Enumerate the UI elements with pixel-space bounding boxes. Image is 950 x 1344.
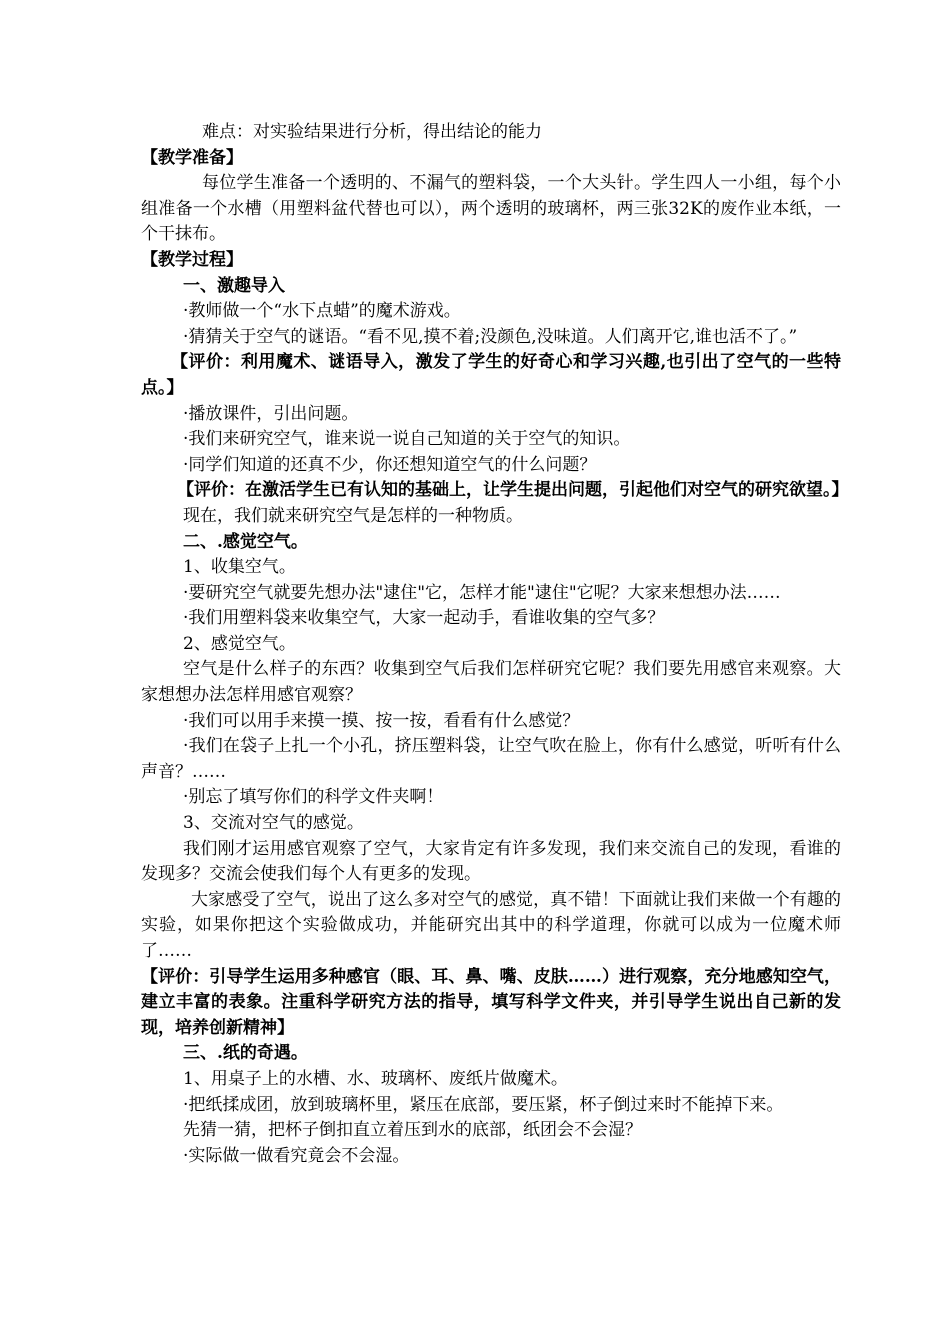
step-collect-air: 1、收集空气。 [183, 557, 296, 578]
bullet-study-air: ·我们来研究空气，谁来说一说自己知道的关于空气的知识。 [183, 429, 631, 450]
heading-teaching-preparation: 【教学准备】 [141, 147, 243, 168]
bullet-science-folder: ·别忘了填写你们的科学文件夹啊！ [183, 787, 444, 808]
bullet-squeeze: ·我们在袋子上扎一个小孔，挤压塑料袋，让空气吹在脸上，你有什么感觉，听听有什么声音？…… [141, 736, 841, 782]
bullet-magic-game: ·教师做一个“水下点蜡”的魔术游戏。 [183, 301, 461, 322]
document-page [141, 120, 849, 1169]
bullet-what-else: ·同学们知道的还真不少，你还想知道空气的什么问题？ [183, 454, 597, 475]
section-1-title: 一、激趣导入 [183, 275, 285, 296]
section-2-title: 二、.感觉空气。 [183, 531, 308, 552]
step-magic: 1、用桌子上的水槽、水、玻璃杯、废纸片做魔术。 [183, 1068, 568, 1089]
paragraph-experiment: 大家感受了空气，说出了这么多对空气的感觉，真不错！下面就让我们来做一个有趣的实验，如果你把这个实验做成功，并能研究出其中的科学道理，你就可以成为一位魔术师了…… [141, 889, 841, 961]
evaluation-2: 【评价：在激活学生已有认知的基础上，让学生提出问题，引起他们对空气的研究欲望。】 [177, 480, 849, 501]
step-feel-air: 2、感觉空气。 [183, 633, 296, 654]
bullet-courseware: ·播放课件，引出问题。 [183, 403, 359, 424]
bullet-touch: ·我们可以用手来摸一摸、按一按，看看有什么感觉？ [183, 710, 580, 731]
difficulty-line: 难点：对实验结果进行分析，得出结论的能力 [202, 122, 542, 142]
bullet-riddle: ·猜猜关于空气的谜语。“看不见,摸不着;没颜色,没味道。人们离开它,谁也活不了。” [183, 326, 798, 347]
bullet-paper-ball: ·把纸揉成团，放到玻璃杯里，紧压在底部，要压紧，杯子倒过来时不能掉下来。 [183, 1094, 784, 1115]
paragraph-observe: 空气是什么样子的东西？收集到空气后我们怎样研究它呢？我们要先用感官来观察。大家想想办法怎样用感官观察？ [141, 659, 841, 706]
step-exchange: 3、交流对空气的感觉。 [183, 813, 364, 834]
guess-line: 先猜一猜，把杯子倒扣直立着压到水的底部，纸团会不会湿？ [183, 1120, 642, 1141]
paragraph-exchange: 我们刚才运用感官观察了空气，大家肯定有许多发现，我们来交流自己的发现，看谁的发现多？交流会使我们每个人有更多的发现。 [141, 838, 841, 885]
evaluation-1: 【评价：利用魔术、谜语导入，激发了学生的好奇心和学习兴趣,也引出了空气的一些特点。】 [141, 352, 841, 398]
transition-line: 现在，我们就来研究空气是怎样的一种物质。 [183, 505, 523, 526]
heading-teaching-process: 【教学过程】 [141, 249, 243, 270]
bullet-try-it: ·实际做一做看究竟会不会湿。 [183, 1145, 410, 1166]
bullet-catch-air: ·要研究空气就要先想办法"逮住"它，怎样才能"逮住"它呢？大家来想想办法…… [183, 582, 781, 603]
bullet-plastic-bag: ·我们用塑料袋来收集空气，大家一起动手，看谁收集的空气多？ [183, 608, 665, 629]
preparation-paragraph: 每位学生准备一个透明的、不漏气的塑料袋，一个大头针。学生四人一小组，每个小组准备一个水槽（用塑料盆代替也可以），两个透明的玻璃杯，两三张32K的废作业本纸，一个干抹布。 [141, 173, 841, 245]
section-3-title: 三、.纸的奇遇。 [183, 1043, 308, 1064]
evaluation-3: 【评价：引导学生运用多种感官（眼、耳、鼻、嘴、皮肤……）进行观察，充分地感知空气，建立丰富的表象。注重科学研究方法的指导，填写科学文件夹，并引导学生说出自己新的发现，培养创新精神】 [141, 966, 841, 1038]
